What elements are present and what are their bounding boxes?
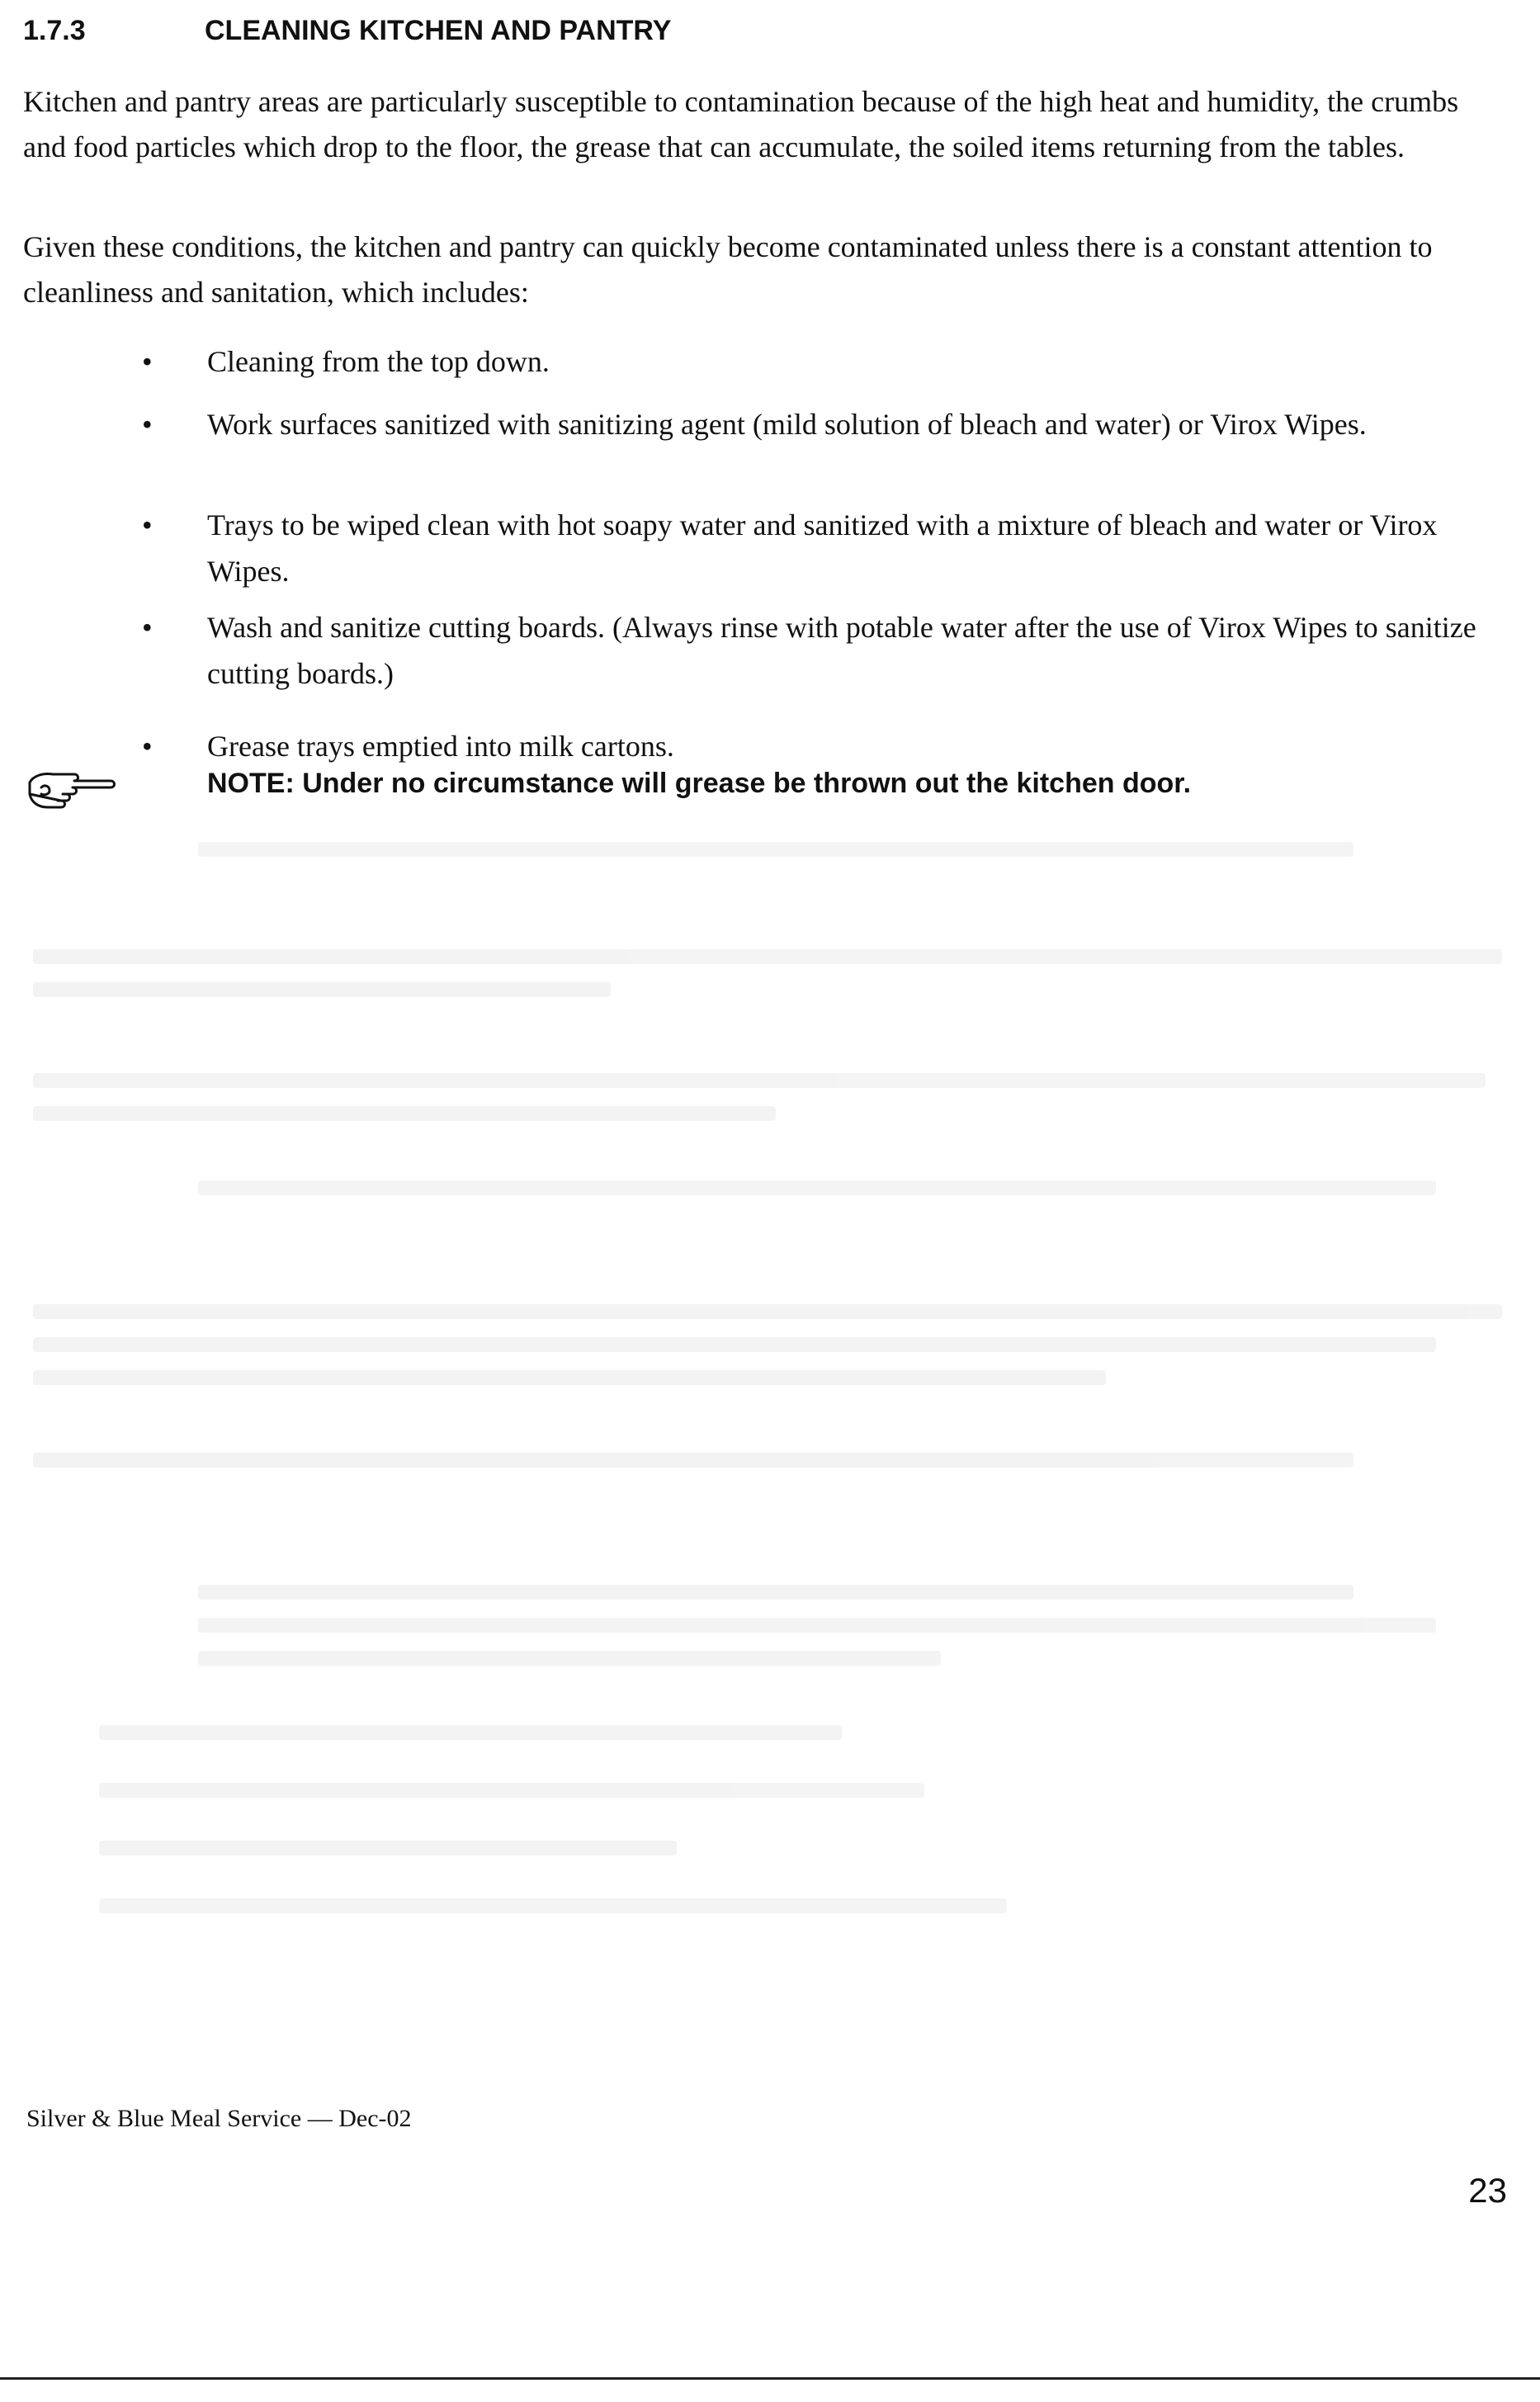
bottom-rule <box>0 2377 1540 2380</box>
conditions-paragraph: Given these conditions, the kitchen and pantry can quickly become contaminated unless there is a constant attention to cleanliness and sanitation, which includes: <box>23 230 1433 309</box>
list-item-text: Trays to be wiped clean with hot soapy water and sanitized with a mixture of bleach and water or Virox Wipes. <box>207 508 1438 588</box>
section-title: CLEANING KITCHEN AND PANTRY <box>205 15 672 46</box>
bullet-icon: • <box>142 508 153 541</box>
list-item-text: Wash and sanitize cutting boards. (Always rinse with potable water after the use of Virox Wipes to sanitize cutting boards.) <box>207 611 1476 690</box>
footer-text: Silver & Blue Meal Service — Dec-02 <box>26 2105 412 2132</box>
pointing-hand-icon <box>25 766 117 822</box>
list-item-text: Work surfaces sanitized with sanitizing agent (mild solution of bleach and water) or Virox Wipes. <box>207 408 1367 441</box>
intro-paragraph: Kitchen and pantry areas are particularly susceptible to contamination because of the high heat and humidity, the crumbs and food particles which drop to the floor, the grease that can accumulate, the soiled items returning from the tables. <box>23 85 1459 163</box>
section-heading <box>23 15 671 47</box>
bullet-icon: • <box>142 611 153 644</box>
bullet-icon: • <box>142 730 153 763</box>
bleed-through <box>0 825 1540 2113</box>
bullet-icon: • <box>142 345 153 378</box>
section-number: 1.7.3 <box>23 15 86 46</box>
page-number: 23 <box>1468 2171 1507 2210</box>
list-item-text: Grease trays emptied into milk cartons. <box>207 730 674 763</box>
bullet-icon: • <box>142 408 153 441</box>
list-item-text: Cleaning from the top down. <box>207 345 550 378</box>
note-text: NOTE: Under no circumstance will grease be thrown out the kitchen door. <box>207 768 1192 799</box>
